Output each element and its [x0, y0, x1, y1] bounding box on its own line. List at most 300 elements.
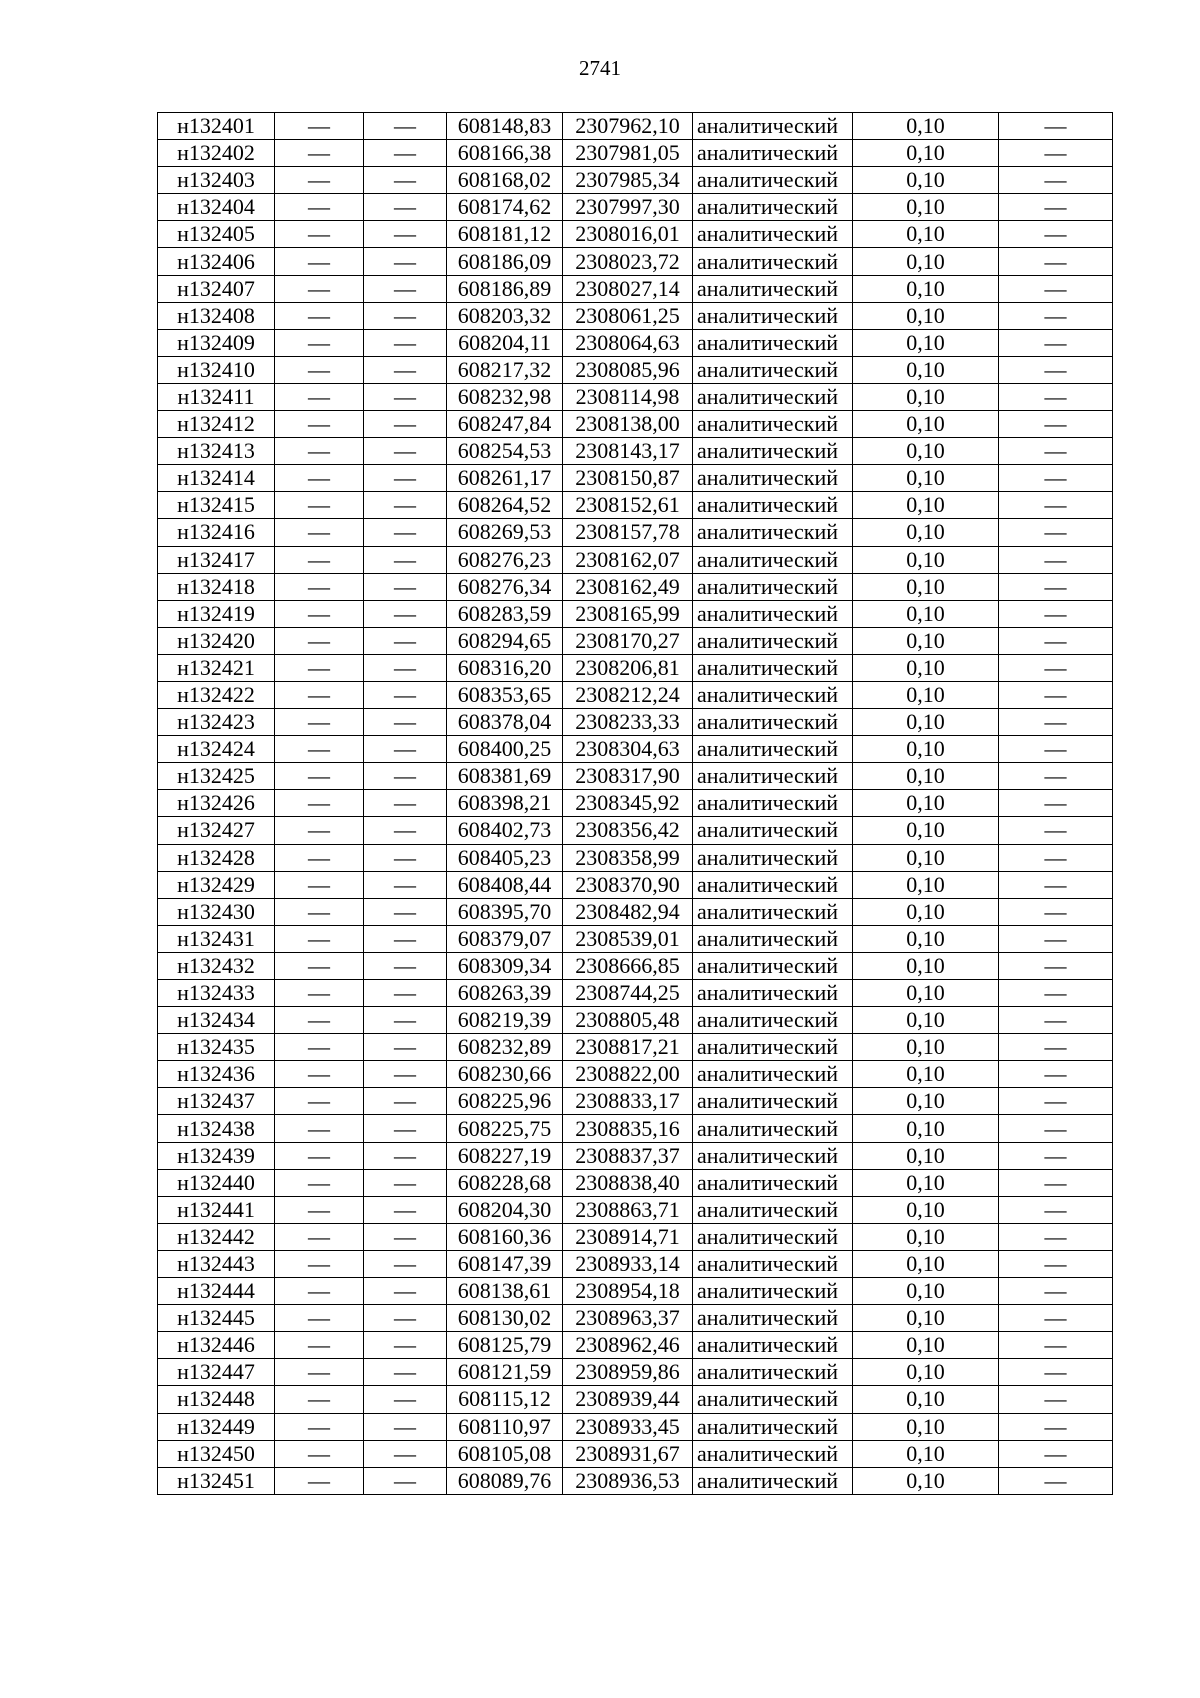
- method-cell: аналитический: [693, 1305, 853, 1332]
- method-cell: аналитический: [693, 302, 853, 329]
- dash-cell: —: [364, 1250, 447, 1277]
- dash-cell: —: [364, 709, 447, 736]
- accuracy-cell: 0,10: [853, 925, 999, 952]
- method-cell: аналитический: [693, 925, 853, 952]
- dash-cell: —: [364, 1061, 447, 1088]
- dash-cell: —: [275, 980, 364, 1007]
- dash-cell: —: [999, 898, 1113, 925]
- y-coordinate-cell: 2308356,42: [563, 817, 693, 844]
- y-coordinate-cell: 2308085,96: [563, 356, 693, 383]
- method-cell: аналитический: [693, 980, 853, 1007]
- x-coordinate-cell: 608264,52: [447, 492, 563, 519]
- dash-cell: —: [999, 925, 1113, 952]
- dash-cell: —: [999, 519, 1113, 546]
- dash-cell: —: [999, 817, 1113, 844]
- point-id-cell: н132426: [158, 790, 275, 817]
- dash-cell: —: [275, 736, 364, 763]
- y-coordinate-cell: 2308835,16: [563, 1115, 693, 1142]
- point-id-cell: н132422: [158, 681, 275, 708]
- y-coordinate-cell: 2308206,81: [563, 654, 693, 681]
- dash-cell: —: [364, 546, 447, 573]
- dash-cell: —: [999, 356, 1113, 383]
- accuracy-cell: 0,10: [853, 465, 999, 492]
- y-coordinate-cell: 2308933,45: [563, 1413, 693, 1440]
- dash-cell: —: [364, 1196, 447, 1223]
- point-id-cell: н132430: [158, 898, 275, 925]
- dash-cell: —: [275, 275, 364, 302]
- accuracy-cell: 0,10: [853, 1115, 999, 1142]
- dash-cell: —: [275, 925, 364, 952]
- dash-cell: —: [275, 1007, 364, 1034]
- dash-cell: —: [999, 790, 1113, 817]
- dash-cell: —: [275, 1359, 364, 1386]
- point-id-cell: н132418: [158, 573, 275, 600]
- dash-cell: —: [364, 1467, 447, 1494]
- accuracy-cell: 0,10: [853, 681, 999, 708]
- method-cell: аналитический: [693, 790, 853, 817]
- x-coordinate-cell: 608168,02: [447, 167, 563, 194]
- table-row: [158, 1196, 1113, 1223]
- accuracy-cell: 0,10: [853, 654, 999, 681]
- point-id-cell: н132428: [158, 844, 275, 871]
- y-coordinate-cell: 2308833,17: [563, 1088, 693, 1115]
- dash-cell: —: [364, 167, 447, 194]
- accuracy-cell: 0,10: [853, 844, 999, 871]
- x-coordinate-cell: 608381,69: [447, 763, 563, 790]
- dash-cell: —: [364, 871, 447, 898]
- x-coordinate-cell: 608110,97: [447, 1413, 563, 1440]
- y-coordinate-cell: 2308837,37: [563, 1142, 693, 1169]
- dash-cell: —: [999, 1359, 1113, 1386]
- point-id-cell: н132448: [158, 1386, 275, 1413]
- dash-cell: —: [999, 736, 1113, 763]
- accuracy-cell: 0,10: [853, 167, 999, 194]
- accuracy-cell: 0,10: [853, 600, 999, 627]
- point-id-cell: н132414: [158, 465, 275, 492]
- dash-cell: —: [275, 1169, 364, 1196]
- dash-cell: —: [999, 1007, 1113, 1034]
- dash-cell: —: [999, 1332, 1113, 1359]
- dash-cell: —: [364, 329, 447, 356]
- dash-cell: —: [364, 844, 447, 871]
- dash-cell: —: [275, 817, 364, 844]
- dash-cell: —: [999, 763, 1113, 790]
- method-cell: аналитический: [693, 329, 853, 356]
- x-coordinate-cell: 608219,39: [447, 1007, 563, 1034]
- point-id-cell: н132432: [158, 952, 275, 979]
- table-row: [158, 275, 1113, 302]
- method-cell: аналитический: [693, 411, 853, 438]
- method-cell: аналитический: [693, 248, 853, 275]
- point-id-cell: н132420: [158, 627, 275, 654]
- table-row: [158, 627, 1113, 654]
- point-id-cell: н132450: [158, 1440, 275, 1467]
- method-cell: аналитический: [693, 194, 853, 221]
- x-coordinate-cell: 608130,02: [447, 1305, 563, 1332]
- dash-cell: —: [364, 275, 447, 302]
- y-coordinate-cell: 2308212,24: [563, 681, 693, 708]
- dash-cell: —: [364, 600, 447, 627]
- table-row: [158, 1169, 1113, 1196]
- point-id-cell: н132413: [158, 438, 275, 465]
- accuracy-cell: 0,10: [853, 1142, 999, 1169]
- dash-cell: —: [999, 573, 1113, 600]
- point-id-cell: н132403: [158, 167, 275, 194]
- dash-cell: —: [275, 1278, 364, 1305]
- y-coordinate-cell: 2308345,92: [563, 790, 693, 817]
- y-coordinate-cell: 2308152,61: [563, 492, 693, 519]
- accuracy-cell: 0,10: [853, 1305, 999, 1332]
- dash-cell: —: [364, 790, 447, 817]
- x-coordinate-cell: 608181,12: [447, 221, 563, 248]
- y-coordinate-cell: 2308304,63: [563, 736, 693, 763]
- x-coordinate-cell: 608254,53: [447, 438, 563, 465]
- x-coordinate-cell: 608121,59: [447, 1359, 563, 1386]
- table-row: [158, 1305, 1113, 1332]
- y-coordinate-cell: 2308863,71: [563, 1196, 693, 1223]
- dash-cell: —: [364, 1115, 447, 1142]
- dash-cell: —: [999, 1169, 1113, 1196]
- point-id-cell: н132437: [158, 1088, 275, 1115]
- method-cell: аналитический: [693, 1359, 853, 1386]
- method-cell: аналитический: [693, 113, 853, 140]
- accuracy-cell: 0,10: [853, 952, 999, 979]
- table-row: [158, 167, 1113, 194]
- method-cell: аналитический: [693, 871, 853, 898]
- accuracy-cell: 0,10: [853, 1278, 999, 1305]
- table-row: [158, 383, 1113, 410]
- dash-cell: —: [999, 1223, 1113, 1250]
- dash-cell: —: [999, 1115, 1113, 1142]
- dash-cell: —: [364, 952, 447, 979]
- dash-cell: —: [275, 383, 364, 410]
- x-coordinate-cell: 608166,38: [447, 140, 563, 167]
- accuracy-cell: 0,10: [853, 790, 999, 817]
- dash-cell: —: [364, 221, 447, 248]
- dash-cell: —: [999, 1278, 1113, 1305]
- dash-cell: —: [364, 519, 447, 546]
- method-cell: аналитический: [693, 627, 853, 654]
- dash-cell: —: [364, 302, 447, 329]
- dash-cell: —: [275, 546, 364, 573]
- y-coordinate-cell: 2308170,27: [563, 627, 693, 654]
- table-body: [158, 113, 1113, 1495]
- x-coordinate-cell: 608294,65: [447, 627, 563, 654]
- table-row: [158, 1007, 1113, 1034]
- table-row: [158, 1142, 1113, 1169]
- method-cell: аналитический: [693, 952, 853, 979]
- dash-cell: —: [999, 1196, 1113, 1223]
- y-coordinate-cell: 2308933,14: [563, 1250, 693, 1277]
- x-coordinate-cell: 608089,76: [447, 1467, 563, 1494]
- accuracy-cell: 0,10: [853, 627, 999, 654]
- x-coordinate-cell: 608174,62: [447, 194, 563, 221]
- x-coordinate-cell: 608379,07: [447, 925, 563, 952]
- dash-cell: —: [999, 438, 1113, 465]
- x-coordinate-cell: 608276,34: [447, 573, 563, 600]
- point-id-cell: н132402: [158, 140, 275, 167]
- method-cell: аналитический: [693, 1332, 853, 1359]
- accuracy-cell: 0,10: [853, 763, 999, 790]
- table-row: [158, 736, 1113, 763]
- method-cell: аналитический: [693, 438, 853, 465]
- accuracy-cell: 0,10: [853, 411, 999, 438]
- method-cell: аналитический: [693, 1169, 853, 1196]
- accuracy-cell: 0,10: [853, 221, 999, 248]
- x-coordinate-cell: 608353,65: [447, 681, 563, 708]
- y-coordinate-cell: 2308162,49: [563, 573, 693, 600]
- table-row: [158, 221, 1113, 248]
- y-coordinate-cell: 2308482,94: [563, 898, 693, 925]
- dash-cell: —: [275, 1467, 364, 1494]
- dash-cell: —: [364, 763, 447, 790]
- table-row: [158, 1440, 1113, 1467]
- point-id-cell: н132429: [158, 871, 275, 898]
- x-coordinate-cell: 608125,79: [447, 1332, 563, 1359]
- dash-cell: —: [275, 1305, 364, 1332]
- method-cell: аналитический: [693, 492, 853, 519]
- x-coordinate-cell: 608204,11: [447, 329, 563, 356]
- y-coordinate-cell: 2308061,25: [563, 302, 693, 329]
- dash-cell: —: [364, 1332, 447, 1359]
- dash-cell: —: [275, 1332, 364, 1359]
- x-coordinate-cell: 608309,34: [447, 952, 563, 979]
- accuracy-cell: 0,10: [853, 1250, 999, 1277]
- dash-cell: —: [999, 275, 1113, 302]
- x-coordinate-cell: 608378,04: [447, 709, 563, 736]
- dash-cell: —: [364, 438, 447, 465]
- x-coordinate-cell: 608408,44: [447, 871, 563, 898]
- point-id-cell: н132407: [158, 275, 275, 302]
- point-id-cell: н132435: [158, 1034, 275, 1061]
- table-row: [158, 1332, 1113, 1359]
- dash-cell: —: [364, 1278, 447, 1305]
- method-cell: аналитический: [693, 709, 853, 736]
- dash-cell: —: [275, 1115, 364, 1142]
- x-coordinate-cell: 608232,89: [447, 1034, 563, 1061]
- point-id-cell: н132447: [158, 1359, 275, 1386]
- point-id-cell: н132421: [158, 654, 275, 681]
- x-coordinate-cell: 608227,19: [447, 1142, 563, 1169]
- dash-cell: —: [364, 925, 447, 952]
- table-row: [158, 763, 1113, 790]
- dash-cell: —: [364, 383, 447, 410]
- dash-cell: —: [999, 1088, 1113, 1115]
- method-cell: аналитический: [693, 844, 853, 871]
- accuracy-cell: 0,10: [853, 546, 999, 573]
- dash-cell: —: [275, 952, 364, 979]
- point-id-cell: н132431: [158, 925, 275, 952]
- method-cell: аналитический: [693, 654, 853, 681]
- dash-cell: —: [275, 1413, 364, 1440]
- dash-cell: —: [364, 1305, 447, 1332]
- x-coordinate-cell: 608247,84: [447, 411, 563, 438]
- accuracy-cell: 0,10: [853, 1386, 999, 1413]
- x-coordinate-cell: 608147,39: [447, 1250, 563, 1277]
- dash-cell: —: [364, 1223, 447, 1250]
- dash-cell: —: [275, 194, 364, 221]
- point-id-cell: н132423: [158, 709, 275, 736]
- table-row: [158, 519, 1113, 546]
- point-id-cell: н132406: [158, 248, 275, 275]
- dash-cell: —: [364, 465, 447, 492]
- table-row: [158, 194, 1113, 221]
- point-id-cell: н132424: [158, 736, 275, 763]
- x-coordinate-cell: 608398,21: [447, 790, 563, 817]
- y-coordinate-cell: 2308963,37: [563, 1305, 693, 1332]
- point-id-cell: н132404: [158, 194, 275, 221]
- coordinates-table: [157, 112, 1113, 1495]
- accuracy-cell: 0,10: [853, 736, 999, 763]
- x-coordinate-cell: 608402,73: [447, 817, 563, 844]
- point-id-cell: н132440: [158, 1169, 275, 1196]
- table-row: [158, 411, 1113, 438]
- point-id-cell: н132439: [158, 1142, 275, 1169]
- dash-cell: —: [999, 1142, 1113, 1169]
- table-row: [158, 1088, 1113, 1115]
- y-coordinate-cell: 2308817,21: [563, 1034, 693, 1061]
- table-row: [158, 817, 1113, 844]
- table-row: [158, 790, 1113, 817]
- dash-cell: —: [999, 1061, 1113, 1088]
- method-cell: аналитический: [693, 1413, 853, 1440]
- accuracy-cell: 0,10: [853, 980, 999, 1007]
- dash-cell: —: [364, 248, 447, 275]
- dash-cell: —: [364, 1088, 447, 1115]
- dash-cell: —: [364, 356, 447, 383]
- dash-cell: —: [275, 1386, 364, 1413]
- x-coordinate-cell: 608217,32: [447, 356, 563, 383]
- method-cell: аналитический: [693, 600, 853, 627]
- table-row: [158, 1034, 1113, 1061]
- table-row: [158, 302, 1113, 329]
- y-coordinate-cell: 2308165,99: [563, 600, 693, 627]
- dash-cell: —: [364, 1359, 447, 1386]
- dash-cell: —: [364, 1169, 447, 1196]
- x-coordinate-cell: 608400,25: [447, 736, 563, 763]
- dash-cell: —: [999, 492, 1113, 519]
- x-coordinate-cell: 608160,36: [447, 1223, 563, 1250]
- dash-cell: —: [364, 736, 447, 763]
- x-coordinate-cell: 608138,61: [447, 1278, 563, 1305]
- x-coordinate-cell: 608228,68: [447, 1169, 563, 1196]
- point-id-cell: н132445: [158, 1305, 275, 1332]
- y-coordinate-cell: 2308157,78: [563, 519, 693, 546]
- dash-cell: —: [275, 492, 364, 519]
- x-coordinate-cell: 608115,12: [447, 1386, 563, 1413]
- accuracy-cell: 0,10: [853, 1359, 999, 1386]
- dash-cell: —: [275, 681, 364, 708]
- dash-cell: —: [364, 1142, 447, 1169]
- dash-cell: —: [275, 600, 364, 627]
- point-id-cell: н132412: [158, 411, 275, 438]
- accuracy-cell: 0,10: [853, 1467, 999, 1494]
- dash-cell: —: [999, 844, 1113, 871]
- x-coordinate-cell: 608283,59: [447, 600, 563, 627]
- accuracy-cell: 0,10: [853, 275, 999, 302]
- dash-cell: —: [275, 871, 364, 898]
- y-coordinate-cell: 2308954,18: [563, 1278, 693, 1305]
- dash-cell: —: [999, 654, 1113, 681]
- method-cell: аналитический: [693, 1142, 853, 1169]
- x-coordinate-cell: 608230,66: [447, 1061, 563, 1088]
- method-cell: аналитический: [693, 140, 853, 167]
- method-cell: аналитический: [693, 383, 853, 410]
- method-cell: аналитический: [693, 763, 853, 790]
- dash-cell: —: [999, 329, 1113, 356]
- dash-cell: —: [275, 519, 364, 546]
- dash-cell: —: [999, 1440, 1113, 1467]
- dash-cell: —: [999, 465, 1113, 492]
- dash-cell: —: [275, 329, 364, 356]
- method-cell: аналитический: [693, 1088, 853, 1115]
- accuracy-cell: 0,10: [853, 438, 999, 465]
- x-coordinate-cell: 608395,70: [447, 898, 563, 925]
- x-coordinate-cell: 608148,83: [447, 113, 563, 140]
- point-id-cell: н132427: [158, 817, 275, 844]
- method-cell: аналитический: [693, 465, 853, 492]
- dash-cell: —: [364, 1440, 447, 1467]
- point-id-cell: н132441: [158, 1196, 275, 1223]
- method-cell: аналитический: [693, 221, 853, 248]
- dash-cell: —: [999, 411, 1113, 438]
- dash-cell: —: [999, 1250, 1113, 1277]
- dash-cell: —: [275, 248, 364, 275]
- point-id-cell: н132451: [158, 1467, 275, 1494]
- method-cell: аналитический: [693, 1196, 853, 1223]
- dash-cell: —: [275, 627, 364, 654]
- dash-cell: —: [364, 1034, 447, 1061]
- dash-cell: —: [364, 113, 447, 140]
- x-coordinate-cell: 608261,17: [447, 465, 563, 492]
- y-coordinate-cell: 2308023,72: [563, 248, 693, 275]
- dash-cell: —: [999, 194, 1113, 221]
- y-coordinate-cell: 2308114,98: [563, 383, 693, 410]
- accuracy-cell: 0,10: [853, 248, 999, 275]
- y-coordinate-cell: 2308666,85: [563, 952, 693, 979]
- dash-cell: —: [999, 383, 1113, 410]
- dash-cell: —: [999, 871, 1113, 898]
- method-cell: аналитический: [693, 573, 853, 600]
- y-coordinate-cell: 2307962,10: [563, 113, 693, 140]
- dash-cell: —: [275, 1088, 364, 1115]
- table-row: [158, 1278, 1113, 1305]
- dash-cell: —: [275, 1034, 364, 1061]
- dash-cell: —: [364, 898, 447, 925]
- dash-cell: —: [275, 763, 364, 790]
- dash-cell: —: [275, 167, 364, 194]
- accuracy-cell: 0,10: [853, 1034, 999, 1061]
- table-row: [158, 1413, 1113, 1440]
- point-id-cell: н132411: [158, 383, 275, 410]
- y-coordinate-cell: 2308931,67: [563, 1440, 693, 1467]
- y-coordinate-cell: 2308805,48: [563, 1007, 693, 1034]
- point-id-cell: н132416: [158, 519, 275, 546]
- dash-cell: —: [364, 627, 447, 654]
- table-row: [158, 573, 1113, 600]
- x-coordinate-cell: 608105,08: [447, 1440, 563, 1467]
- accuracy-cell: 0,10: [853, 709, 999, 736]
- method-cell: аналитический: [693, 275, 853, 302]
- x-coordinate-cell: 608316,20: [447, 654, 563, 681]
- point-id-cell: н132442: [158, 1223, 275, 1250]
- dash-cell: —: [275, 1440, 364, 1467]
- y-coordinate-cell: 2308143,17: [563, 438, 693, 465]
- method-cell: аналитический: [693, 1115, 853, 1142]
- x-coordinate-cell: 608186,09: [447, 248, 563, 275]
- page-number: 2741: [579, 56, 621, 80]
- y-coordinate-cell: 2308838,40: [563, 1169, 693, 1196]
